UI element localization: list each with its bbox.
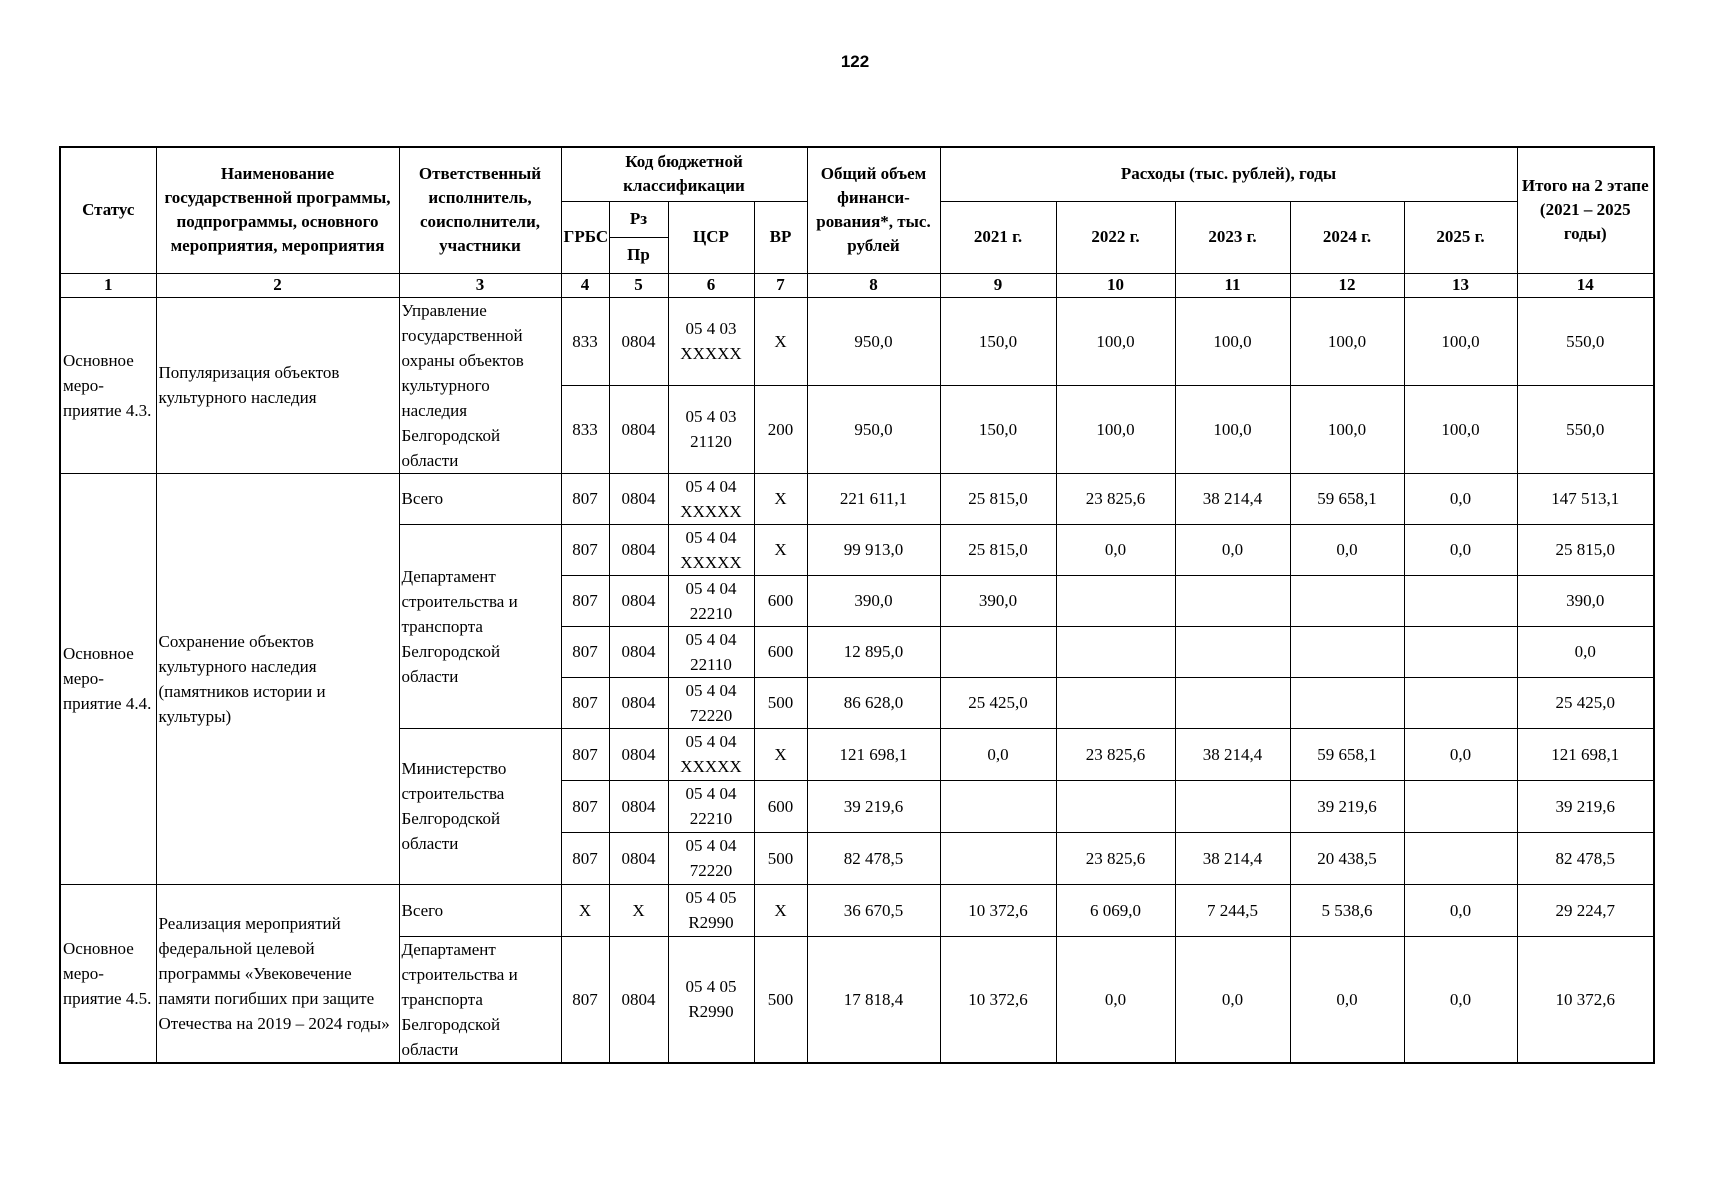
csr-cell (668, 780, 754, 832)
header-grbs: ГРБС (561, 201, 609, 273)
program-name-cell: Реализация мероприятий федеральной целевой программы «Увековечение памяти погибших при защите Отечества на 2019 – 2024 годы» (156, 884, 399, 1063)
year-2024-cell (1290, 626, 1404, 677)
rzpr-cell: 0804 (609, 524, 668, 575)
year-2024-cell (1290, 575, 1404, 626)
year-2023-cell: 100,0 (1175, 385, 1290, 473)
responsible-cell: Всего (399, 473, 561, 524)
year-2023-cell: 38 214,4 (1175, 473, 1290, 524)
status-cell: Основное меро-приятие 4.5. (60, 884, 156, 1063)
year-2022-cell: 100,0 (1056, 385, 1175, 473)
header-budget-code: Код бюджетной классификации (561, 147, 807, 201)
year-2025-cell (1404, 626, 1517, 677)
csr-cell (668, 524, 754, 575)
year-2025-cell: 100,0 (1404, 385, 1517, 473)
grbs-cell: 807 (561, 832, 609, 884)
csr-line: R2990 (688, 913, 734, 932)
stage-total-cell: 82 478,5 (1517, 832, 1654, 884)
year-2024-cell: 39 219,6 (1290, 780, 1404, 832)
program-name-cell: Сохранение объектов культурного наследия (памятников истории и культуры) (156, 473, 399, 884)
grbs-cell: 833 (561, 385, 609, 473)
csr-line: XXXXX (680, 344, 742, 363)
column-number: 4 (561, 273, 609, 297)
stage-total-cell: 39 219,6 (1517, 780, 1654, 832)
total-cell: 36 670,5 (807, 884, 940, 936)
stage-total-cell: 390,0 (1517, 575, 1654, 626)
vr-cell: 500 (754, 677, 807, 728)
year-2024-cell: 59 658,1 (1290, 473, 1404, 524)
year-2021-cell (940, 780, 1056, 832)
year-2025-cell: 100,0 (1404, 297, 1517, 385)
csr-cell (668, 936, 754, 1063)
csr-line: 05 4 05 (685, 977, 737, 996)
year-2023-cell: 38 214,4 (1175, 728, 1290, 780)
csr-line: XXXXX (680, 501, 742, 521)
year-2025-cell (1404, 780, 1517, 832)
column-number: 6 (668, 273, 754, 297)
rzpr-cell: 0804 (609, 728, 668, 780)
column-number: 11 (1175, 273, 1290, 297)
vr-cell: 200 (754, 385, 807, 473)
csr-line: 05 4 04 (685, 629, 737, 649)
year-2024-cell: 20 438,5 (1290, 832, 1404, 884)
column-number: 9 (940, 273, 1056, 297)
vr-cell: 500 (754, 832, 807, 884)
year-2023-cell: 100,0 (1175, 297, 1290, 385)
year-2025-cell (1404, 832, 1517, 884)
vr-cell: 600 (754, 626, 807, 677)
program-name-cell: Популяризация объектов культурного наследия (156, 297, 399, 473)
csr-cell (668, 832, 754, 884)
column-number: 10 (1056, 273, 1175, 297)
year-2022-cell: 0,0 (1056, 524, 1175, 575)
csr-line: 72220 (689, 705, 733, 725)
stage-total-cell: 0,0 (1517, 626, 1654, 677)
header-csr: ЦСР (668, 201, 754, 273)
total-cell: 39 219,6 (807, 780, 940, 832)
stage-total-cell: 147 513,1 (1517, 473, 1654, 524)
csr-line: XXXXX (680, 757, 742, 776)
responsible-cell: Министерство строительства Белгородской области (399, 728, 561, 884)
header-year-2025: 2025 г. (1404, 201, 1517, 273)
year-2021-cell: 10 372,6 (940, 884, 1056, 936)
year-2021-cell: 390,0 (940, 575, 1056, 626)
year-2023-cell: 0,0 (1175, 524, 1290, 575)
year-2022-cell (1056, 780, 1175, 832)
year-2023-cell: 7 244,5 (1175, 884, 1290, 936)
vr-cell: X (754, 524, 807, 575)
vr-cell: 500 (754, 936, 807, 1063)
header-vr: ВР (754, 201, 807, 273)
csr-line: 21120 (690, 432, 732, 451)
vr-cell: X (754, 473, 807, 524)
year-2025-cell: 0,0 (1404, 524, 1517, 575)
budget-table (59, 146, 1655, 1064)
header-pr: Пр (609, 237, 668, 273)
year-2021-cell: 25 815,0 (940, 473, 1056, 524)
total-cell: 221 611,1 (807, 473, 940, 524)
status-cell: Основное меро-приятие 4.3. (60, 297, 156, 473)
csr-line: 72220 (689, 861, 733, 880)
header-responsible: Ответственный исполнитель, соисполнители, участники (399, 147, 561, 273)
csr-line: XXXXX (680, 552, 742, 572)
year-2022-cell (1056, 677, 1175, 728)
rzpr-cell: 0804 (609, 780, 668, 832)
year-2021-cell (940, 832, 1056, 884)
grbs-cell: 807 (561, 473, 609, 524)
column-number: 13 (1404, 273, 1517, 297)
rzpr-cell: 0804 (609, 936, 668, 1063)
year-2024-cell: 100,0 (1290, 297, 1404, 385)
csr-cell (668, 385, 754, 473)
total-cell: 82 478,5 (807, 832, 940, 884)
rzpr-cell: 0804 (609, 473, 668, 524)
table-row (60, 473, 1654, 524)
year-2023-cell (1175, 677, 1290, 728)
year-2025-cell: 0,0 (1404, 884, 1517, 936)
csr-line: 05 4 04 (685, 578, 737, 598)
grbs-cell: X (561, 884, 609, 936)
header-year-2021: 2021 г. (940, 201, 1056, 273)
year-2022-cell (1056, 575, 1175, 626)
grbs-cell: 807 (561, 575, 609, 626)
table-row (60, 884, 1654, 936)
csr-line: 05 4 04 (685, 476, 737, 496)
year-2025-cell: 0,0 (1404, 473, 1517, 524)
year-2025-cell: 0,0 (1404, 936, 1517, 1063)
vr-cell: 600 (754, 575, 807, 626)
csr-cell (668, 728, 754, 780)
csr-line: 05 4 04 (685, 784, 737, 803)
year-2024-cell: 100,0 (1290, 385, 1404, 473)
year-2024-cell: 59 658,1 (1290, 728, 1404, 780)
csr-cell (668, 297, 754, 385)
year-2021-cell: 25 815,0 (940, 524, 1056, 575)
header-stage-total: Итого на 2 этапе (2021 – 2025 годы) (1517, 147, 1654, 273)
rzpr-cell: 0804 (609, 626, 668, 677)
total-cell: 12 895,0 (807, 626, 940, 677)
grbs-cell: 807 (561, 780, 609, 832)
total-cell: 17 818,4 (807, 936, 940, 1063)
year-2024-cell: 0,0 (1290, 524, 1404, 575)
responsible-cell: Управление государственной охраны объектов культурного наследия Белгородской области (399, 297, 561, 473)
header-year-2023: 2023 г. (1175, 201, 1290, 273)
csr-cell (668, 626, 754, 677)
year-2021-cell: 0,0 (940, 728, 1056, 780)
rzpr-cell: 0804 (609, 677, 668, 728)
year-2023-cell (1175, 626, 1290, 677)
vr-cell: X (754, 884, 807, 936)
csr-line: 22110 (690, 654, 732, 674)
table-row (60, 297, 1654, 385)
csr-line: 05 4 04 (685, 680, 737, 700)
stage-total-cell: 29 224,7 (1517, 884, 1654, 936)
stage-total-cell: 25 425,0 (1517, 677, 1654, 728)
column-number-row (60, 273, 1654, 297)
stage-total-cell: 10 372,6 (1517, 936, 1654, 1063)
column-number: 7 (754, 273, 807, 297)
grbs-cell: 807 (561, 524, 609, 575)
responsible-cell: Всего (399, 884, 561, 936)
column-number: 1 (60, 273, 156, 297)
year-2023-cell: 38 214,4 (1175, 832, 1290, 884)
year-2022-cell: 6 069,0 (1056, 884, 1175, 936)
grbs-cell: 807 (561, 677, 609, 728)
rzpr-cell: 0804 (609, 575, 668, 626)
column-number: 8 (807, 273, 940, 297)
grbs-cell: 807 (561, 728, 609, 780)
year-2021-cell: 10 372,6 (940, 936, 1056, 1063)
year-2022-cell: 23 825,6 (1056, 728, 1175, 780)
year-2021-cell: 150,0 (940, 385, 1056, 473)
year-2023-cell: 0,0 (1175, 936, 1290, 1063)
total-cell: 121 698,1 (807, 728, 940, 780)
total-cell: 99 913,0 (807, 524, 940, 575)
csr-line: 22210 (689, 603, 733, 623)
year-2022-cell: 0,0 (1056, 936, 1175, 1063)
csr-line: 22210 (689, 809, 733, 828)
stage-total-cell: 121 698,1 (1517, 728, 1654, 780)
csr-line: 05 4 04 (685, 527, 737, 547)
total-cell: 950,0 (807, 385, 940, 473)
year-2021-cell: 25 425,0 (940, 677, 1056, 728)
csr-cell (668, 575, 754, 626)
csr-line: 05 4 04 (685, 732, 737, 751)
header-year-2022: 2022 г. (1056, 201, 1175, 273)
csr-cell (668, 677, 754, 728)
csr-line: 05 4 04 (685, 836, 737, 855)
total-cell: 390,0 (807, 575, 940, 626)
stage-total-cell: 550,0 (1517, 297, 1654, 385)
rzpr-cell: X (609, 884, 668, 936)
year-2024-cell: 5 538,6 (1290, 884, 1404, 936)
total-cell: 950,0 (807, 297, 940, 385)
responsible-cell: Департамент строительства и транспорта Белгородской области (399, 936, 561, 1063)
header-rz: Рз (609, 201, 668, 237)
year-2025-cell (1404, 677, 1517, 728)
vr-cell: 600 (754, 780, 807, 832)
column-number: 12 (1290, 273, 1404, 297)
header-year-2024: 2024 г. (1290, 201, 1404, 273)
csr-line: 05 4 05 (685, 888, 737, 907)
year-2022-cell: 23 825,6 (1056, 473, 1175, 524)
year-2022-cell: 100,0 (1056, 297, 1175, 385)
status-cell: Основное меро-приятие 4.4. (60, 473, 156, 884)
csr-cell (668, 884, 754, 936)
vr-cell: X (754, 297, 807, 385)
grbs-cell: 833 (561, 297, 609, 385)
year-2021-cell: 150,0 (940, 297, 1056, 385)
year-2022-cell: 23 825,6 (1056, 832, 1175, 884)
header-program-name: Наименование государственной программы, подпрограммы, основного мероприятия, мероприятия (156, 147, 399, 273)
responsible-cell: Департамент строительства и транспорта Белгородской области (399, 524, 561, 728)
year-2023-cell (1175, 780, 1290, 832)
csr-cell (668, 473, 754, 524)
rzpr-cell: 0804 (609, 297, 668, 385)
year-2024-cell (1290, 677, 1404, 728)
year-2022-cell (1056, 626, 1175, 677)
year-2023-cell (1175, 575, 1290, 626)
rzpr-cell: 0804 (609, 832, 668, 884)
stage-total-cell: 25 815,0 (1517, 524, 1654, 575)
column-number: 14 (1517, 273, 1654, 297)
page-number: 122 (840, 52, 870, 71)
column-number: 2 (156, 273, 399, 297)
column-number: 5 (609, 273, 668, 297)
total-cell: 86 628,0 (807, 677, 940, 728)
grbs-cell: 807 (561, 626, 609, 677)
column-number: 3 (399, 273, 561, 297)
grbs-cell: 807 (561, 936, 609, 1063)
rzpr-cell: 0804 (609, 385, 668, 473)
header-total-volume: Общий объем финанси-рования*, тыс. рублей (807, 147, 940, 273)
csr-line: 05 4 03 (685, 319, 737, 338)
year-2025-cell: 0,0 (1404, 728, 1517, 780)
csr-line: 05 4 03 (685, 407, 737, 426)
header-status: Статус (60, 147, 156, 273)
year-2025-cell (1404, 575, 1517, 626)
csr-line: R2990 (688, 1002, 734, 1021)
header-expenses: Расходы (тыс. рублей), годы (940, 147, 1517, 201)
year-2024-cell: 0,0 (1290, 936, 1404, 1063)
stage-total-cell: 550,0 (1517, 385, 1654, 473)
year-2021-cell (940, 626, 1056, 677)
vr-cell: X (754, 728, 807, 780)
